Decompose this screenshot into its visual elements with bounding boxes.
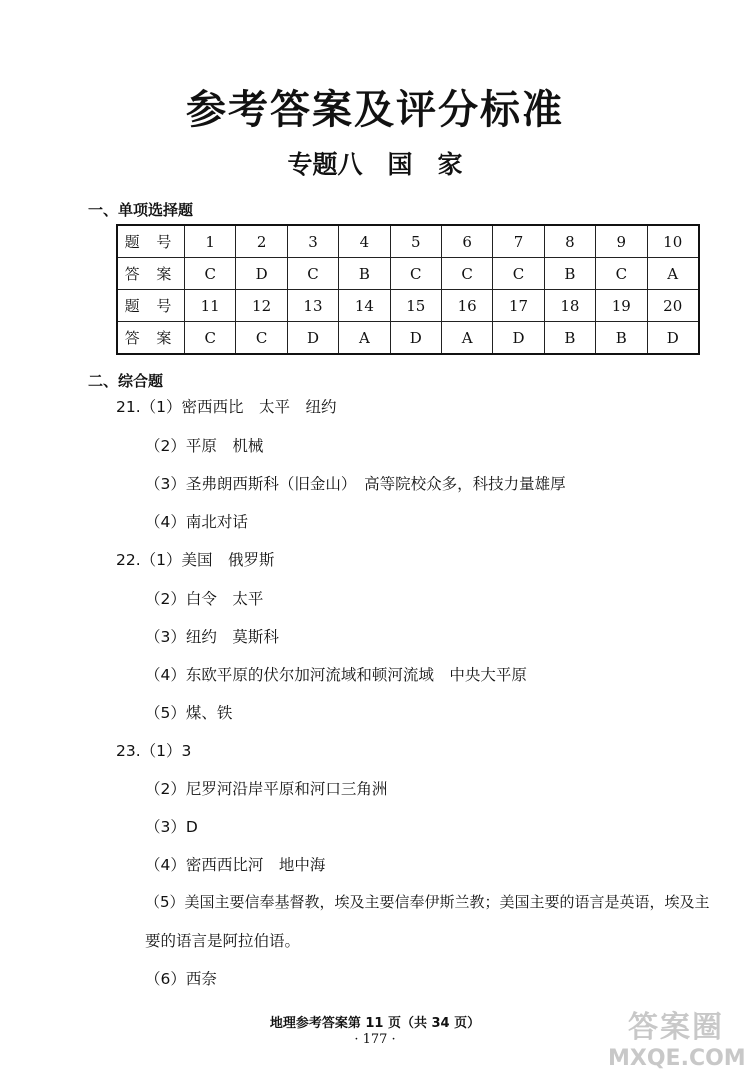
table-cell: D: [390, 322, 441, 355]
table-cell: D: [287, 322, 338, 355]
table-cell: 4: [339, 225, 390, 258]
answer-line: （4）东欧平原的伏尔加河流域和顿河流域 中央大平原: [145, 666, 527, 684]
answer-line: 23.（1）3: [116, 742, 192, 760]
table-cell: 5: [390, 225, 441, 258]
watermark-logo: [608, 1010, 744, 1078]
table-row: [117, 322, 699, 355]
table-cell: C: [596, 258, 647, 290]
page-footer: 地理参考答案第 11 页（共 34 页）: [269, 1016, 481, 1031]
page-number: · 177 ·: [354, 1032, 396, 1047]
answer-line: （3）纽约 莫斯科: [145, 628, 279, 646]
answer-line: 要的语言是阿拉伯语。: [145, 932, 301, 950]
table-row-header: 答 案: [117, 322, 185, 355]
table-cell: 20: [647, 290, 699, 322]
table-cell: B: [544, 258, 595, 290]
table-cell: C: [287, 258, 338, 290]
table-cell: C: [441, 258, 492, 290]
table-cell: 7: [493, 225, 544, 258]
answer-line: （5）煤、铁: [145, 704, 233, 722]
table-cell: A: [339, 322, 390, 355]
table-row: [117, 258, 699, 290]
page-title: 参考答案及评分标准: [186, 87, 564, 133]
watermark-url: MXQE.COM: [608, 1046, 746, 1071]
answer-line: （2）白令 太平: [145, 590, 264, 608]
table-row: [117, 225, 699, 258]
table-cell: A: [441, 322, 492, 355]
table-cell: 10: [647, 225, 699, 258]
answer-line: （6）西奈: [145, 970, 217, 988]
table-cell: B: [544, 322, 595, 355]
table-cell: A: [647, 258, 699, 290]
table-cell: C: [390, 258, 441, 290]
answer-line: 21.（1）密西西比 太平 纽约: [116, 398, 337, 416]
table-cell: B: [339, 258, 390, 290]
section-heading-comprehensive: 二、综合题: [88, 372, 164, 390]
table-cell: 14: [339, 290, 390, 322]
answer-line: 22.（1）美国 俄罗斯: [116, 551, 275, 569]
table-cell: C: [236, 322, 287, 355]
answer-line: （2）平原 机械: [145, 437, 264, 455]
answer-line: （3）圣弗朗西斯科（旧金山） 高等院校众多，科技力量雄厚: [145, 475, 566, 493]
answer-line: （5）美国主要信奉基督教，埃及主要信奉伊斯兰教；美国主要的语言是英语，埃及主: [145, 893, 710, 911]
table-cell: 13: [287, 290, 338, 322]
table-cell: 18: [544, 290, 595, 322]
table-cell: 6: [441, 225, 492, 258]
table-cell: 3: [287, 225, 338, 258]
table-cell: 1: [185, 225, 236, 258]
table-cell: 9: [596, 225, 647, 258]
table-row-header: 题 号: [117, 225, 185, 258]
table-cell: D: [236, 258, 287, 290]
table-row: [117, 290, 699, 322]
table-cell: B: [596, 322, 647, 355]
table-cell: D: [647, 322, 699, 355]
table-row-header: 答 案: [117, 258, 185, 290]
table-cell: 8: [544, 225, 595, 258]
answer-line: （4）南北对话: [145, 513, 248, 531]
answer-line: （4）密西西比河 地中海: [145, 856, 326, 874]
answer-table: [116, 224, 700, 355]
table-cell: D: [493, 322, 544, 355]
page-subtitle: 专题八 国 家: [287, 150, 463, 179]
watermark-text: 答案圈: [628, 1010, 724, 1045]
table-cell: 15: [390, 290, 441, 322]
section-heading-single-choice: 一、单项选择题: [88, 201, 194, 219]
table-cell: 11: [185, 290, 236, 322]
table-cell: 12: [236, 290, 287, 322]
table-row-header: 题 号: [117, 290, 185, 322]
table-cell: 17: [493, 290, 544, 322]
answer-line: （2）尼罗河沿岸平原和河口三角洲: [145, 780, 388, 798]
answer-line: （3）D: [145, 818, 198, 836]
table-cell: C: [493, 258, 544, 290]
table-cell: 2: [236, 225, 287, 258]
table-cell: 19: [596, 290, 647, 322]
table-cell: 16: [441, 290, 492, 322]
table-cell: C: [185, 322, 236, 355]
table-cell: C: [185, 258, 236, 290]
